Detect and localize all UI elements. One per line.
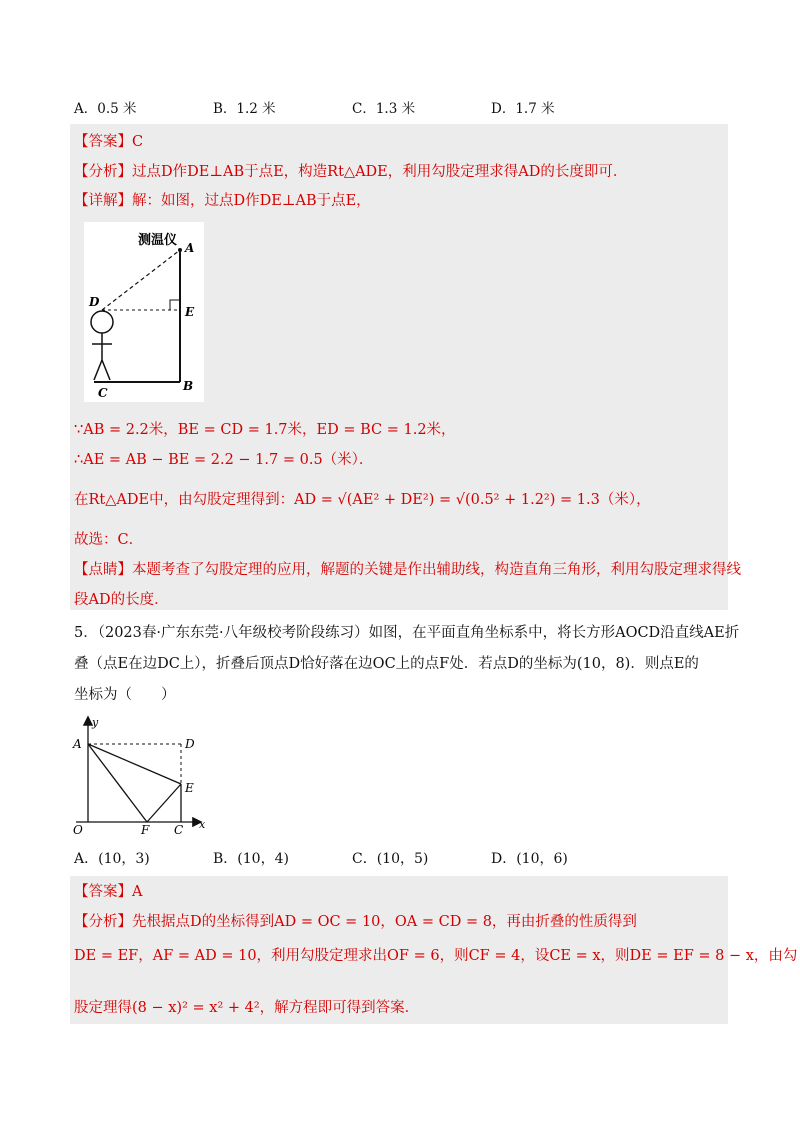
q4-option-c: C．1.3 米 [352,101,416,117]
fig-line-ae [88,744,181,784]
fig-label-e: E [185,305,195,319]
q4-given: ∵AB = 2.2米，BE = CD = 1.7米，ED = BC = 1.2米， [74,422,456,438]
q4-comment-line2: 段AD的长度． [74,592,169,608]
answer-tag: 【答案】 [74,134,132,150]
analysis-tag: 【分析】 [74,914,132,930]
q5-option-b: B．(10，4) [213,851,289,867]
fig-label-b: B [183,379,194,393]
fig-label-a: A [73,737,82,751]
q4-comment-line1 [74,558,741,579]
fig-axis-label-x: x [199,818,206,831]
q5-analysis-line2: DE = EF，AF = AD = 10，利用勾股定理求出OF = 6，则CF = 4，设CE = x，则DE = EF = 8 − x，由勾 [74,948,798,964]
q4-detail [74,189,371,210]
fig-label-d: D [89,295,100,309]
fig-label-a: A [185,241,195,255]
fig-line-af [88,744,147,822]
fig-label-thermometer: 测温仪 [138,233,178,248]
q4-analysis [74,160,627,181]
analysis-text: 先根据点D的坐标得到AD = OC = 10，OA = CD = 8，再由折叠的性质得到 [132,914,637,930]
fig-label-e: E [185,781,194,795]
analysis-text: 过点D作DE⊥AB于点E，构造Rt△ADE，利用勾股定理求得AD的长度即可． [132,164,628,180]
q4-figure [84,222,204,402]
q4-option-d: D．1.7 米 [491,101,555,117]
q5-analysis-line3: 股定理得(8 − x)² = x² + 4²，解方程即可得到答案． [74,1000,420,1016]
fig-line-fe [147,784,181,822]
comment-tag: 【点睛】 [74,562,132,578]
analysis-tag: 【分析】 [74,164,132,180]
q4-option-a: A．0.5 米 [74,101,137,117]
q5-answer [74,880,142,901]
detail-tag: 【详解】 [74,193,132,209]
detail-text: 解：如图，过点D作DE⊥AB于点E， [132,193,371,209]
q4-option-b: B．1.2 米 [213,101,276,117]
q4-choose: 故选：C． [74,532,144,548]
q4-answer [74,130,143,151]
answer-value: C [132,134,144,150]
fig-axis-label-y: y [92,716,99,729]
q5-option-a: A．(10，3) [74,851,150,867]
q4-therefore: ∴AE = AB − BE = 2.2 − 1.7 = 0.5（米）． [74,452,374,468]
q4-pythagoras: 在Rt△ADE中，由勾股定理得到：AD = √(AE² + DE²) = √(0.5² + 1.2²) = 1.3（米）， [74,492,651,508]
q5-option-c: C．(10，5) [352,851,429,867]
answer-value: A [132,884,143,900]
comment-text: 本题考查了勾股定理的应用，解题的关键是作出辅助线，构造直角三角形，利用勾股定理求得线 [132,562,741,578]
q5-figure [68,714,218,836]
q5-stem-line1: 5．（2023春·广东东莞·八年级校考阶段练习）如图，在平面直角坐标系中，将长方形AOCD沿直线AE折 [74,625,740,641]
answer-tag: 【答案】 [74,884,132,900]
q5-option-d: D．(10，6) [491,851,568,867]
q5-analysis-line1 [74,910,637,931]
fig-label-f: F [141,823,150,836]
fig-label-c: C [98,386,108,400]
fig-label-o: O [73,823,83,836]
fig-label-d: D [185,737,195,751]
q5-stem-line2: 叠（点E在边DC上），折叠后顶点D恰好落在边OC上的点F处．若点D的坐标为(10，8)．则点E的 [74,656,699,672]
fig-label-c: C [174,823,184,836]
q5-stem-line3: 坐标为（ ） [74,687,176,703]
